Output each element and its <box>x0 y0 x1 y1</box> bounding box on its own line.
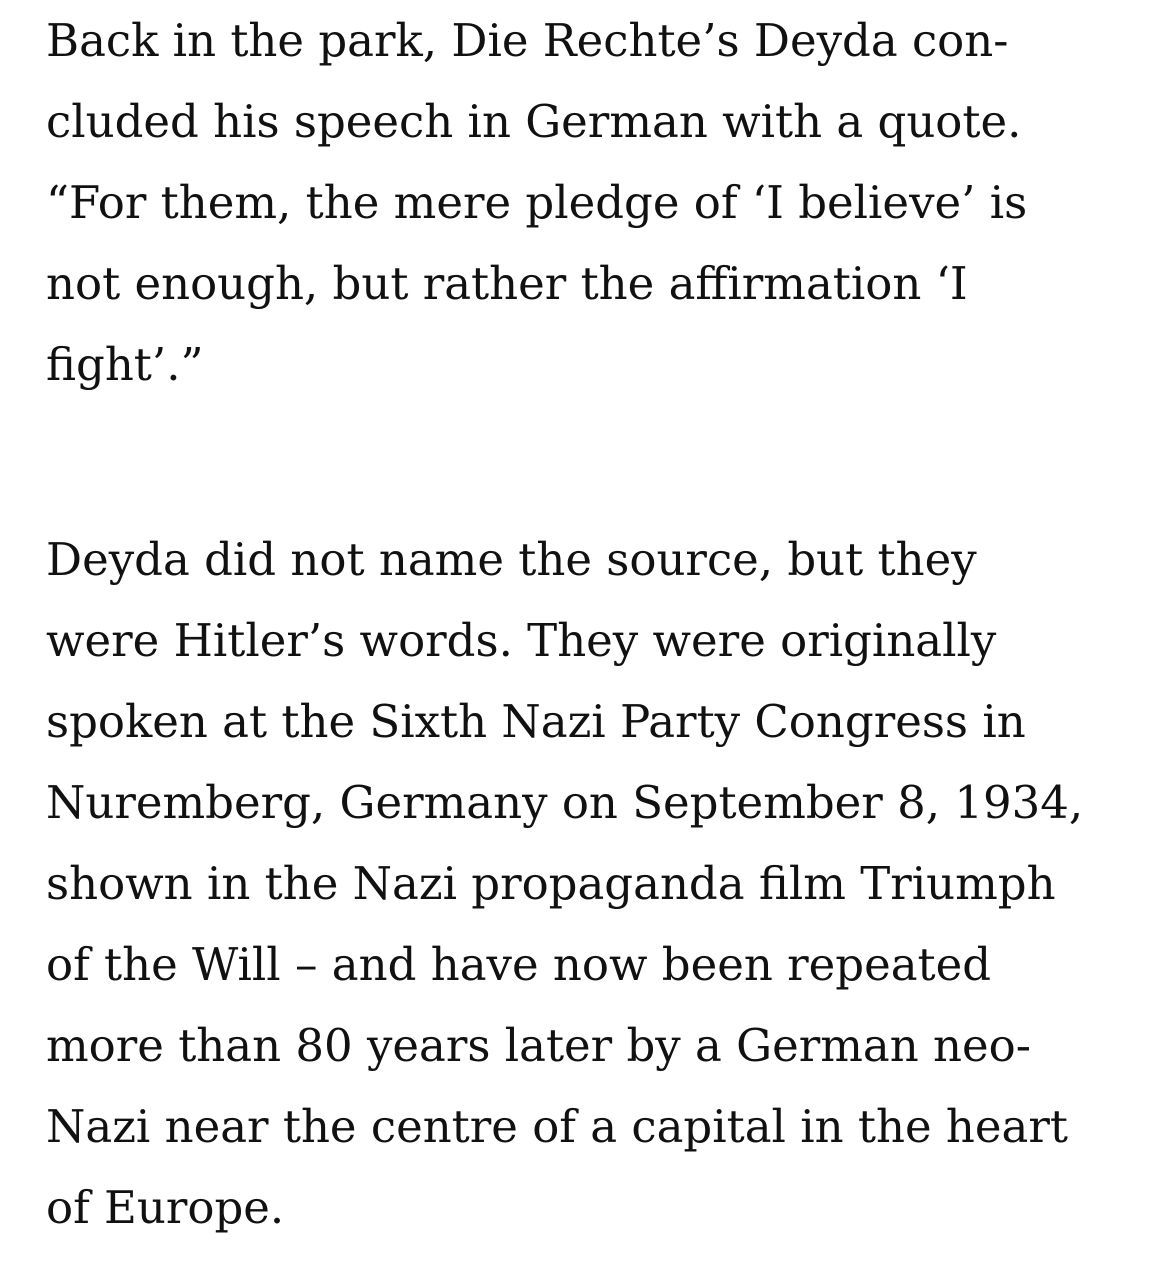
paragraph-line: spoken at the Sixth Nazi Party Congress in <box>46 695 1026 748</box>
paragraph-line: “For them, the mere pledge of ‘I believe’ is <box>46 176 1028 229</box>
paragraph-line: Deyda did not name the source, but they <box>46 533 977 586</box>
paragraph-1 <box>46 0 1027 405</box>
paragraph-line: more than 80 years later by a German neo- <box>46 1019 1031 1072</box>
paragraph-line: Nuremberg, Germany on September 8, 1934, <box>46 776 1084 829</box>
paragraph-line: cluded his speech in German with a quote. <box>46 95 1022 148</box>
paragraph-2 <box>46 519 1083 1248</box>
paragraph-line: shown in the Nazi propaganda film Triumph <box>46 857 1056 910</box>
paragraph-line: of the Will – and have now been repeated <box>46 938 992 991</box>
paragraph-line: Back in the park, Die Rechte’s Deyda con- <box>46 14 1009 67</box>
paragraph-line: Nazi near the centre of a capital in the heart <box>46 1100 1068 1153</box>
paragraph-line: not enough, but rather the affirmation ‘I <box>46 257 968 310</box>
paragraph-line: were Hitler’s words. They were originally <box>46 614 997 667</box>
paragraph-line: fight’.” <box>46 338 204 391</box>
paragraph-line: of Europe. <box>46 1181 285 1234</box>
